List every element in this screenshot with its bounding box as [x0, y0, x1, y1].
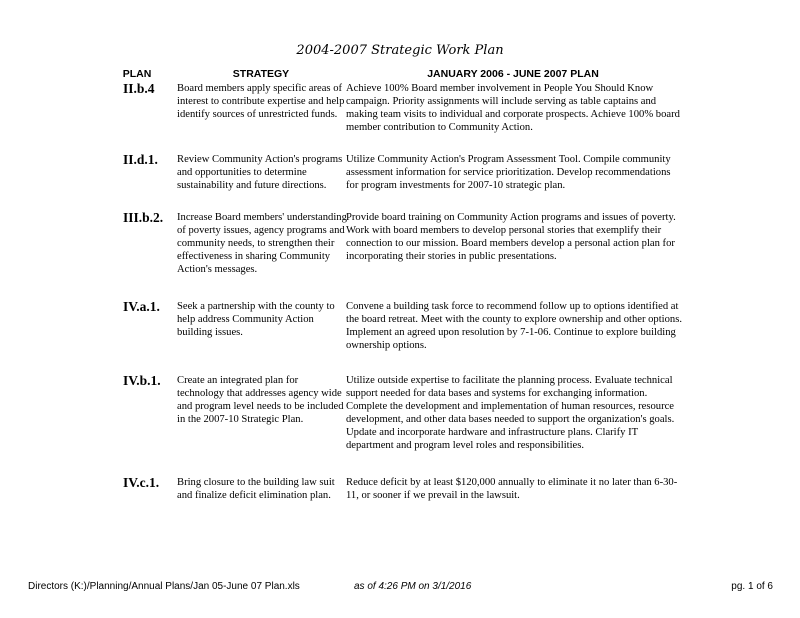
strategy-text: Increase Board members' understanding of poverty issues, agency programs and community needs, to strengthen their effectiveness in sharing Community Action's messages. — [177, 212, 347, 275]
column-header-period: JANUARY 2006 - JUNE 2007 PLAN — [427, 68, 599, 80]
period-plan-text: Utilize outside expertise to facilitate the planning process. Evaluate technical support needed for data bases and systems for exchanging information. Complete the development and implementation of human resources, resource development, and other data bases needed to support the organization's goals. Update and incorporate hardware and infrastructure plans. Clarify IT department and program level roles and responsibilities. — [346, 375, 675, 451]
strategy-text: Review Community Action's programs and opportunities to determine sustainability and future directions. — [177, 154, 343, 191]
footer-timestamp: as of 4:26 PM on 3/1/2016 — [354, 581, 472, 592]
column-header-plan: PLAN — [122, 68, 152, 80]
strategy-text: Create an integrated plan for technology that addresses agency wide and program level needs to be included in the 2007-10 Strategic Plan. — [177, 375, 344, 425]
plan-code: IV.b.1. — [123, 373, 161, 388]
document-title: 2004-2007 Strategic Work Plan — [296, 43, 504, 58]
strategy-text: Board members apply specific areas of interest to contribute expertise and help identify sources of unrestricted funds. — [177, 83, 345, 120]
plan-code: II.b.4 — [123, 81, 155, 96]
plan-code: IV.a.1. — [123, 299, 160, 314]
plan-code: IV.c.1. — [123, 475, 160, 490]
strategy-text: Seek a partnership with the county to help address Community Action building issues. — [177, 301, 335, 338]
footer-page-number: pg. 1 of 6 — [731, 581, 773, 592]
plan-code: II.d.1. — [123, 152, 158, 167]
period-plan-text: Provide board training on Community Action programs and issues of poverty. Work with board members to develop personal stories that exemplify their connection to our mission. Board members develop a personal action plan for incorporating their stories in public presentations. — [346, 212, 676, 262]
footer-file-path: Directors (K:)/Planning/Annual Plans/Jan 05-June 07 Plan.xls — [28, 581, 300, 592]
plan-code: III.b.2. — [123, 210, 164, 225]
period-plan-text: Achieve 100% Board member involvement in People You Should Know campaign. Priority assignments will include serving as table captains and making team visits to individual and corporate prospects. Achieve 100% board member contribution to Community Action. — [346, 83, 680, 133]
period-plan-text: Utilize Community Action's Program Assessment Tool. Compile community assessment information for service prioritization. Develop recommendations for program investments for 2007-10 strategic plan. — [346, 154, 671, 191]
period-plan-text: Convene a building task force to recommend follow up to options identified at the board retreat. Meet with the county to explore ownership and other options. Implement an agreed upon resolution by 7-1-06. Continue to explore building ownership options. — [346, 301, 682, 351]
period-plan-text: Reduce deficit by at least $120,000 annually to eliminate it no later than 6-30-11, or sooner if we prevail in the lawsuit. — [346, 477, 678, 501]
column-header-strategy: STRATEGY — [232, 68, 290, 80]
strategy-text: Bring closure to the building law suit and finalize deficit elimination plan. — [177, 477, 335, 501]
